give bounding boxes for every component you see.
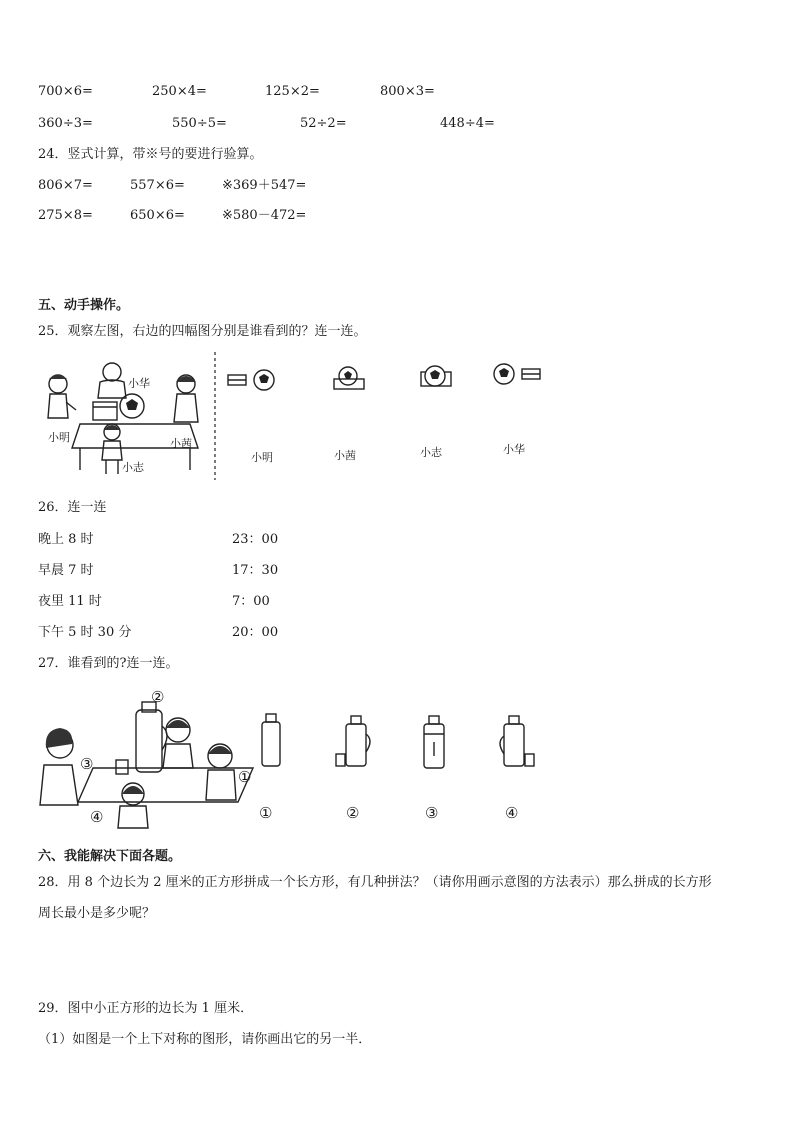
q26-left-3: 夜里 11 时: [38, 594, 102, 609]
q25-view-3: [417, 362, 457, 392]
q23-item-2: 250×4=: [152, 84, 207, 99]
q27-view-mark-2: ②: [346, 804, 360, 822]
q23-item-8: 448÷4=: [440, 116, 495, 131]
q25-view-label-1: 小明: [251, 451, 273, 464]
q27-view-mark-4: ④: [505, 804, 519, 822]
q26-right-2: 17：30: [232, 563, 279, 578]
q27-view-mark-3: ③: [425, 804, 439, 822]
q25-scene-label-1: 小华: [128, 377, 150, 390]
q26-left-4: 下午 5 时 30 分: [38, 625, 132, 640]
q25-scene-label-3: 小茜: [170, 437, 192, 450]
q23-item-7: 52÷2=: [300, 116, 347, 131]
section5-title: 五、动手操作。: [38, 298, 130, 313]
q25-view-label-2: 小茜: [334, 449, 356, 462]
q26-title: 26．连一连: [38, 500, 107, 515]
section6-title: 六、我能解决下面各题。: [38, 849, 182, 864]
q25-view-1: [226, 368, 282, 394]
q24-item-1: 806×7=: [38, 178, 93, 193]
q24-item-5: 650×6=: [130, 208, 185, 223]
q26-left-2: 早晨 7 时: [38, 563, 94, 578]
q26-left-1: 晚上 8 时: [38, 532, 94, 547]
q27-scene-illustration: [38, 690, 248, 830]
q25-view-4: [492, 362, 552, 388]
q27-view-2: [334, 712, 380, 772]
q23-item-6: 550÷5=: [172, 116, 227, 131]
q27-scene-mark-4: ④: [90, 808, 104, 826]
q27-title: 27．谁看到的?连一连。: [38, 656, 179, 671]
q29-title: 29．图中小正方形的边长为 1 厘米．: [38, 1001, 254, 1016]
q28-line-2: 周长最小是多少呢？: [38, 906, 156, 921]
q25-view-label-3: 小志: [420, 446, 442, 459]
q25-title: 25．观察左图，右边的四幅图分别是谁看到的？连一连。: [38, 324, 367, 339]
q26-right-3: 7：00: [232, 594, 270, 609]
q23-item-3: 125×2=: [265, 84, 320, 99]
q23-item-5: 360÷3=: [38, 116, 93, 131]
q29-sub-1: （1）如图是一个上下对称的图形，请你画出它的另一半．: [38, 1032, 372, 1047]
q25-view-2: [330, 363, 370, 393]
q25-divider: [214, 352, 216, 480]
q24-item-6: ※580－472=: [222, 208, 307, 223]
q26-right-4: 20：00: [232, 625, 279, 640]
q25-scene-label-4: 小志: [122, 461, 144, 474]
q24-item-3: ※369＋547=: [222, 178, 307, 193]
q27-view-mark-1: ①: [259, 804, 273, 822]
q27-scene-mark-1: ①: [238, 768, 252, 786]
q27-scene-mark-2: ②: [151, 688, 165, 706]
q25-view-label-4: 小华: [503, 443, 525, 456]
q27-view-3: [420, 712, 450, 772]
q25-scene-label-2: 小明: [48, 431, 70, 444]
q24-item-4: 275×8=: [38, 208, 93, 223]
q26-right-1: 23：00: [232, 532, 279, 547]
q27-view-1: [258, 710, 288, 772]
q27-scene-mark-3: ③: [80, 755, 94, 773]
q23-item-4: 800×3=: [380, 84, 435, 99]
q28-line-1: 28．用 8 个边长为 2 厘米的正方形拼成一个长方形，有几种拼法？（请你用画示意图的方法表示）那么拼成的长方形: [38, 875, 712, 890]
q24-item-2: 557×6=: [130, 178, 185, 193]
q24-title: 24．竖式计算，带※号的要进行验算。: [38, 147, 263, 162]
q23-item-1: 700×6=: [38, 84, 93, 99]
q27-view-4: [492, 712, 538, 772]
